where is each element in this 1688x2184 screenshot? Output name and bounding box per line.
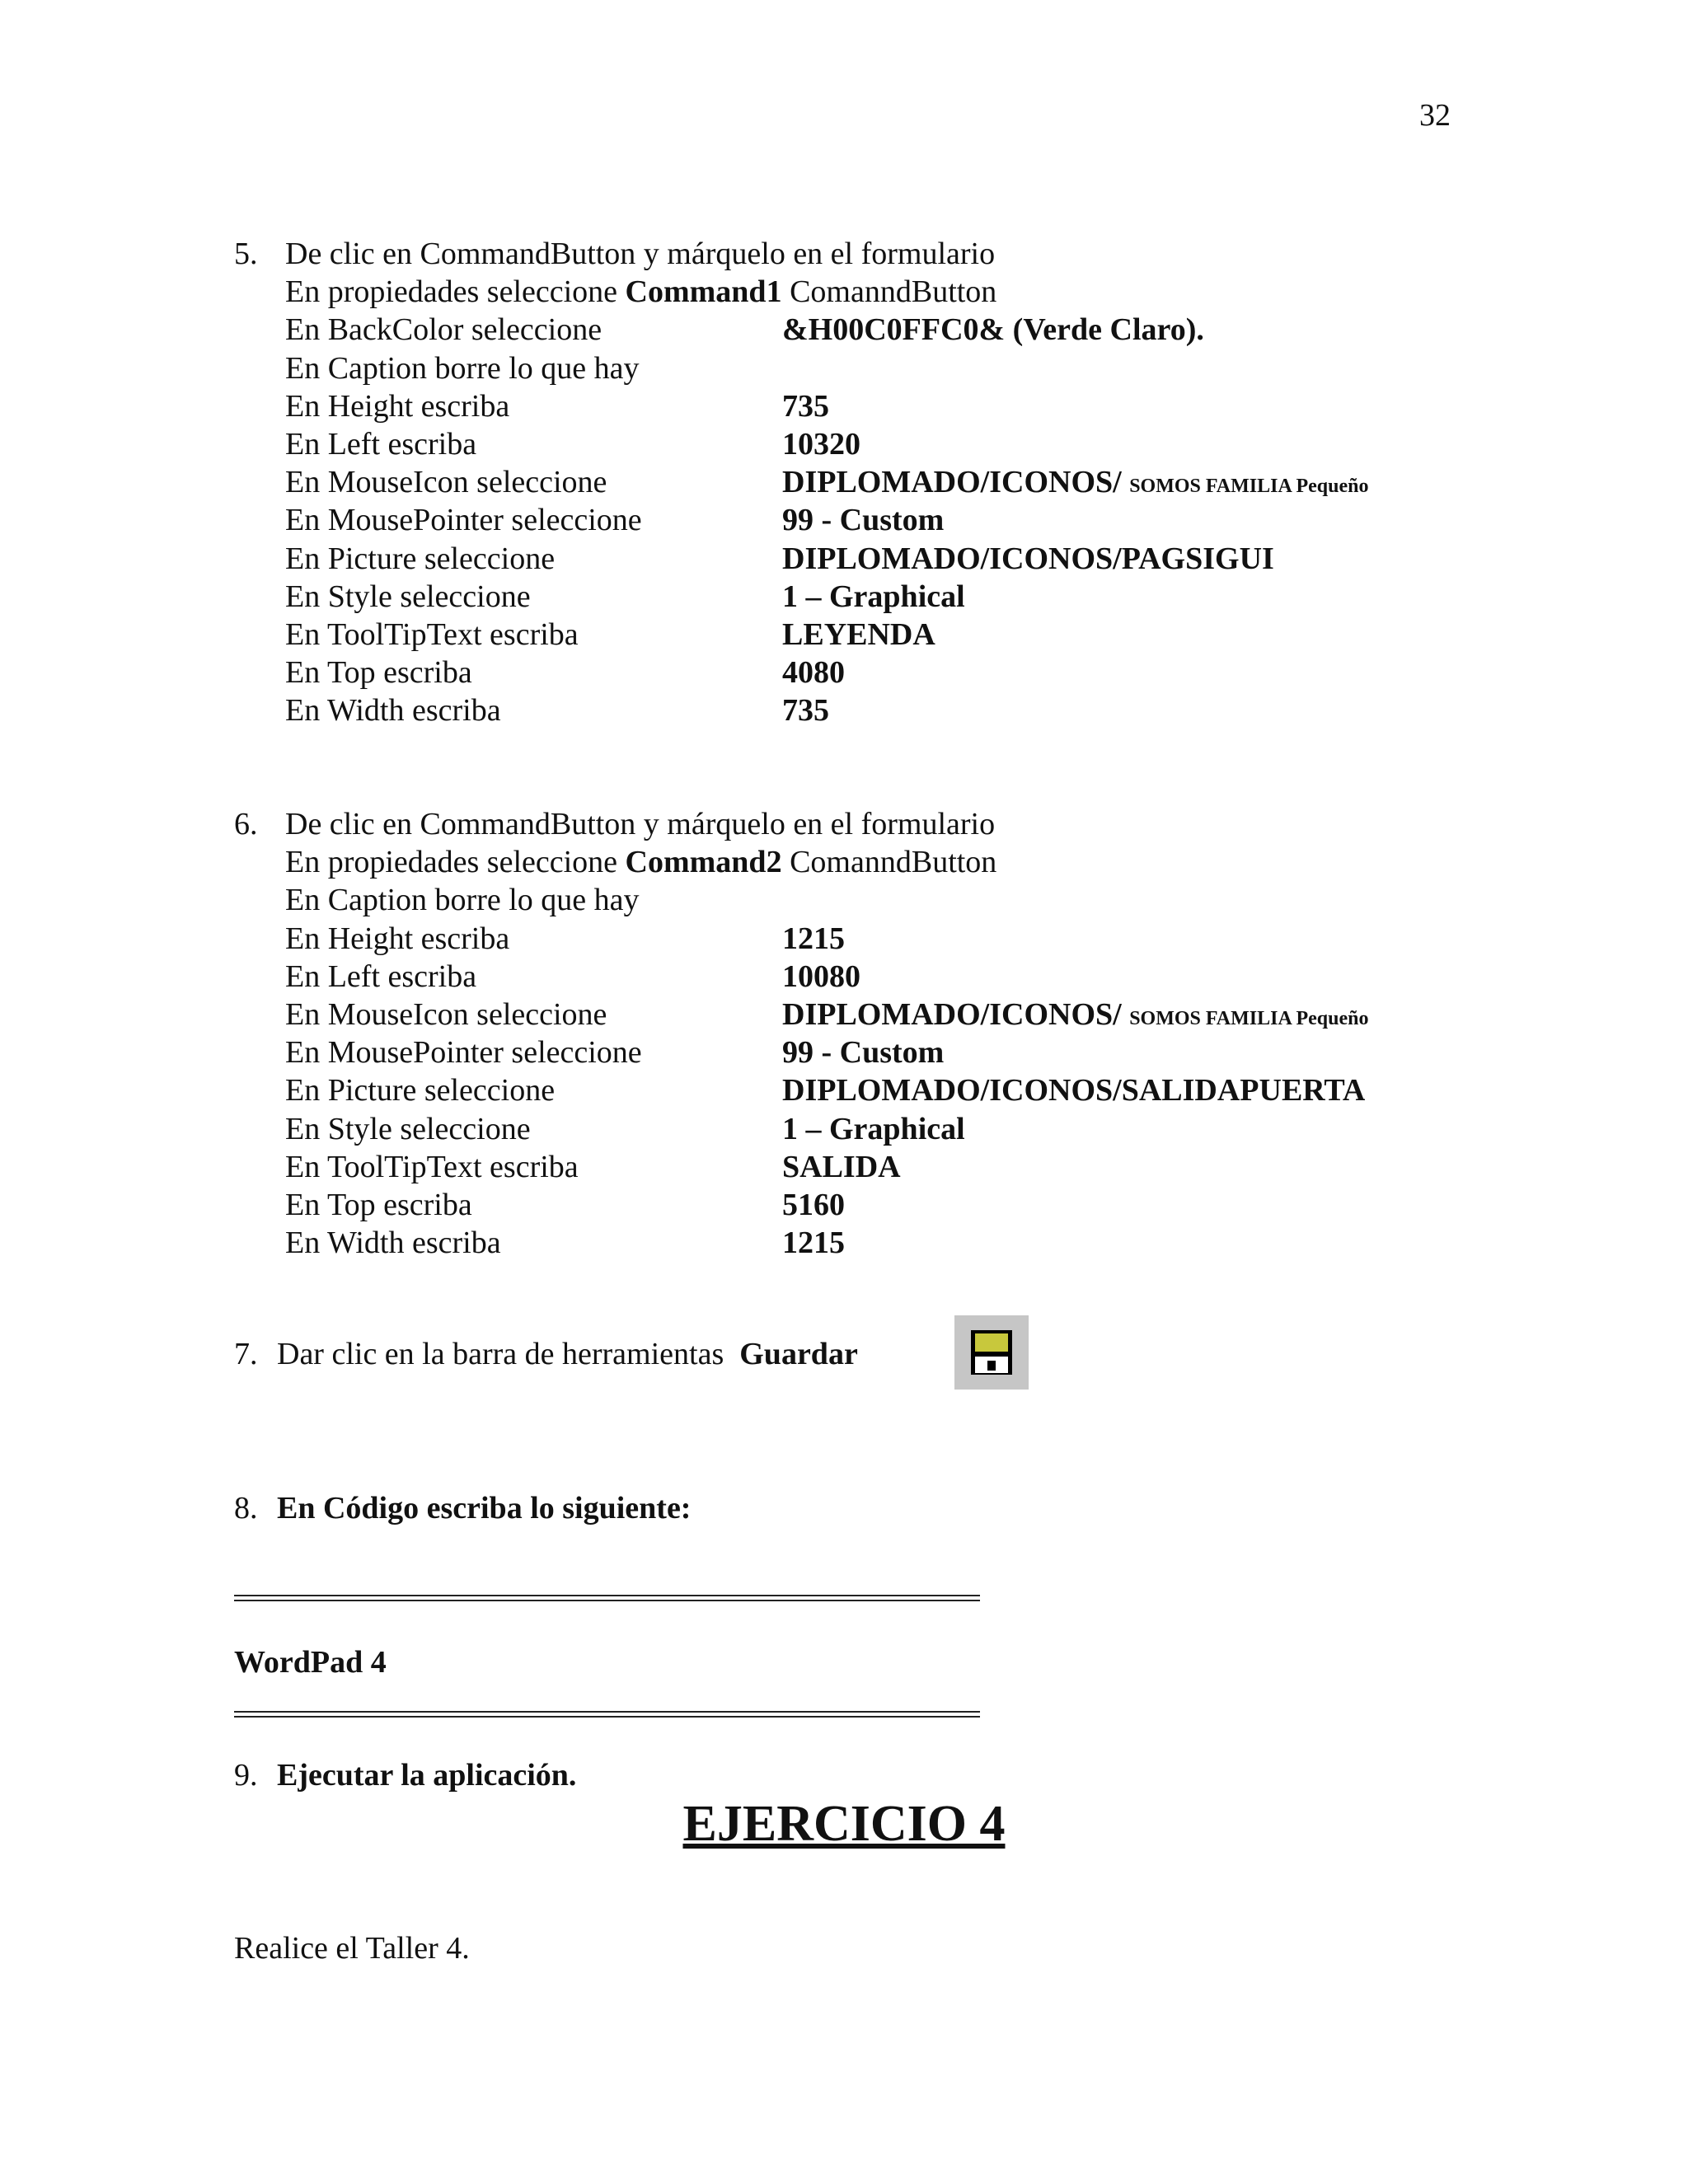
step-5-select [234, 273, 1470, 311]
property-value [782, 920, 845, 958]
step-9-line [234, 1756, 1470, 1794]
property-row [234, 463, 1470, 501]
select-suffix: ComanndButton [790, 274, 997, 310]
property-label: En Width escriba [285, 1226, 501, 1261]
property-value-text: SALIDA [782, 1149, 901, 1184]
property-row [234, 691, 1470, 729]
property-label: En MouseIcon seleccione [285, 996, 607, 1032]
property-row [234, 1186, 1470, 1224]
property-value [782, 501, 944, 539]
step-6-intro [234, 805, 1470, 843]
property-label: En Top escriba [285, 1187, 472, 1222]
property-label: En ToolTipText escriba [285, 616, 579, 652]
property-label: En Left escriba [285, 426, 477, 462]
property-label: En Left escriba [285, 958, 477, 994]
property-row [234, 616, 1470, 654]
property-label: En Caption borre lo que hay [285, 350, 640, 386]
property-label: En Height escriba [285, 921, 510, 956]
step-6-select [234, 843, 1470, 881]
property-value [782, 1071, 1365, 1109]
wordpad-label: WordPad 4 [234, 1645, 387, 1680]
property-value [782, 1148, 901, 1186]
property-value-text: 1 – Graphical [782, 1111, 965, 1146]
property-label: En Style seleccione [285, 579, 531, 614]
property-row [234, 920, 1470, 958]
property-value-text: 99 - Custom [782, 1035, 945, 1071]
property-value-text: &H00C0FFC0& (Verde Claro). [782, 312, 1204, 348]
property-row [234, 425, 1470, 463]
property-row [234, 654, 1470, 691]
property-value [782, 1110, 965, 1148]
step-text [277, 1335, 858, 1373]
property-row [234, 578, 1470, 616]
property-row [234, 1148, 1470, 1186]
property-value [782, 578, 965, 616]
step-6 [234, 805, 1470, 1262]
property-value-small: SOMOS FAMILIA Pequeño [1129, 476, 1369, 498]
property-value-text: DIPLOMADO/ICONOS/ [782, 996, 1122, 1032]
property-row [234, 387, 1470, 425]
property-label: En Top escriba [285, 655, 472, 691]
property-row [234, 958, 1470, 996]
property-label: En Picture seleccione [285, 541, 556, 576]
step-number: 5. [234, 237, 258, 271]
property-value-text: 4080 [782, 655, 845, 691]
property-value-text: LEYENDA [782, 616, 935, 652]
step-7-text: Dar clic en la barra de herramientas [277, 1337, 724, 1371]
property-value [782, 691, 829, 729]
property-label: En MousePointer seleccione [285, 503, 642, 538]
property-row [234, 1224, 1470, 1262]
property-value-text: DIPLOMADO/ICONOS/SALIDAPUERTA [782, 1073, 1366, 1108]
property-value [782, 1033, 944, 1071]
double-rule-bottom [234, 1711, 980, 1718]
closing-text: Realice el Taller 4. [234, 1931, 470, 1966]
property-label: En Picture seleccione [285, 1073, 556, 1108]
property-value [782, 996, 1368, 1038]
step-9 [234, 1756, 1470, 1794]
property-value-text: 735 [782, 693, 829, 729]
property-value [782, 616, 935, 654]
property-label: En Height escriba [285, 388, 510, 424]
property-value [782, 654, 845, 691]
property-value-text: 1215 [782, 921, 845, 956]
step-5 [234, 235, 1470, 729]
property-row [234, 501, 1470, 539]
select-object: Command2 [625, 845, 782, 880]
save-icon [954, 1315, 1029, 1390]
property-value-text: 99 - Custom [782, 503, 945, 538]
select-prefix: En propiedades seleccione [285, 845, 618, 880]
property-value-text: 735 [782, 388, 829, 424]
exercise-title: EJERCICIO 4 [682, 1796, 1006, 1852]
property-row [234, 1033, 1470, 1071]
property-value-text: 10320 [782, 426, 860, 462]
step-7 [234, 1335, 1470, 1373]
property-row [234, 1071, 1470, 1109]
select-line [285, 273, 996, 311]
property-label: En BackColor seleccione [285, 312, 603, 348]
step-number: 9. [234, 1758, 258, 1793]
property-label: En ToolTipText escriba [285, 1149, 579, 1184]
step-7-line [234, 1335, 1470, 1373]
step-number: 6. [234, 807, 258, 841]
step-text: Ejecutar la aplicación. [277, 1758, 577, 1793]
step-7-bold: Guardar [739, 1337, 858, 1371]
property-value-text: DIPLOMADO/ICONOS/ [782, 465, 1122, 500]
property-row [234, 996, 1470, 1033]
property-value-text: 10080 [782, 958, 860, 994]
property-value-small: SOMOS FAMILIA Pequeño [1129, 1007, 1369, 1029]
select-line [285, 843, 996, 881]
property-value [782, 1224, 845, 1262]
property-label: En Caption borre lo que hay [285, 883, 640, 918]
property-row [234, 311, 1470, 349]
property-value-text: 5160 [782, 1187, 845, 1222]
property-value [782, 311, 1204, 349]
property-label: En MouseIcon seleccione [285, 465, 607, 500]
property-label: En Width escriba [285, 693, 501, 729]
property-value [782, 425, 860, 463]
select-object: Command1 [625, 274, 782, 310]
property-value [782, 463, 1368, 505]
page-number: 32 [1419, 98, 1451, 133]
property-row [234, 1110, 1470, 1148]
step-8-line [234, 1489, 1470, 1527]
select-suffix: ComanndButton [790, 845, 997, 880]
step-text: En Código escriba lo siguiente: [277, 1491, 692, 1526]
select-prefix: En propiedades seleccione [285, 274, 618, 310]
property-value [782, 958, 860, 996]
property-value-text: 1215 [782, 1226, 845, 1261]
property-value [782, 540, 1274, 578]
step-number: 7. [234, 1337, 258, 1371]
property-value [782, 387, 829, 425]
property-value [782, 1186, 845, 1224]
step-8 [234, 1489, 1470, 1527]
property-row [234, 349, 1470, 387]
step-text: De clic en CommandButton y márquelo en el formulario [285, 807, 996, 841]
step-number: 8. [234, 1491, 258, 1526]
property-label: En MousePointer seleccione [285, 1035, 642, 1071]
property-label: En Style seleccione [285, 1111, 531, 1146]
double-rule-top [234, 1595, 980, 1601]
step-6-properties [234, 881, 1470, 1262]
property-row [234, 540, 1470, 578]
property-row [234, 881, 1470, 919]
property-value-text: DIPLOMADO/ICONOS/PAGSIGUI [782, 541, 1274, 576]
step-text: De clic en CommandButton y márquelo en el formulario [285, 237, 996, 271]
step-5-intro [234, 235, 1470, 273]
step-5-properties [234, 311, 1470, 729]
property-value-text: 1 – Graphical [782, 579, 965, 614]
